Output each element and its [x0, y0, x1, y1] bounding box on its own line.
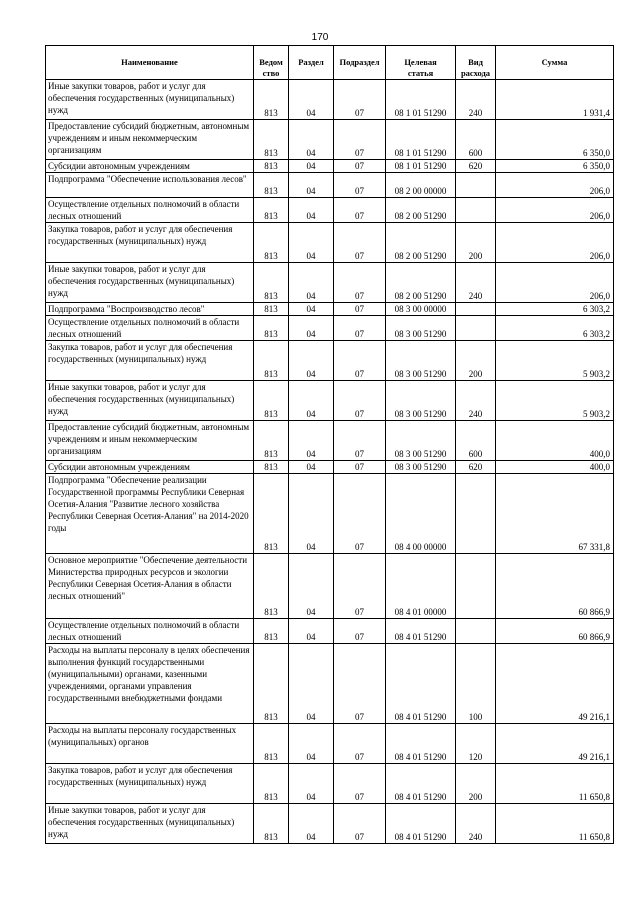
header-razdel: [289, 46, 334, 80]
row-sum: 60 866,9: [496, 619, 614, 644]
row-razdel: 04: [289, 316, 334, 341]
row-podrazdel: 07: [334, 421, 386, 461]
row-target: 08 4 01 51290: [386, 764, 456, 804]
row-name: Основное мероприятие "Обеспечение деятельности Министерства природных ресурсов и экологии Республики Северная Осетия-Алания в области лесных отношений": [46, 554, 254, 619]
row-sum: 5 903,2: [496, 341, 614, 381]
row-name: Расходы на выплаты персоналу в целях обеспечения выполнения функций государственными (муниципальными) органами, казенными учреждениями, органами управления государственными внебюджетными фондами: [46, 644, 254, 724]
row-podrazdel: 07: [334, 724, 386, 764]
row-razdel: 04: [289, 160, 334, 173]
header-podrazdel: [334, 46, 386, 80]
row-target: 08 1 01 51290: [386, 120, 456, 160]
row-vid: 200: [456, 764, 496, 804]
row-podrazdel: 07: [334, 764, 386, 804]
row-ved: 813: [254, 341, 289, 381]
row-razdel: 04: [289, 421, 334, 461]
row-sum: 6 350,0: [496, 120, 614, 160]
row-target: 08 4 01 00000: [386, 554, 456, 619]
row-target: 08 3 00 51290: [386, 316, 456, 341]
header-podrazdel-label: Подраздел: [339, 57, 380, 67]
row-ved: 813: [254, 120, 289, 160]
row-vid: [456, 303, 496, 316]
row-name: Осуществление отдельных полномочий в области лесных отношений: [46, 316, 254, 341]
row-ved: 813: [254, 421, 289, 461]
table-row: [46, 120, 614, 160]
row-target: 08 3 00 51290: [386, 421, 456, 461]
row-sum: 60 866,9: [496, 554, 614, 619]
row-podrazdel: 07: [334, 173, 386, 198]
row-razdel: 04: [289, 644, 334, 724]
table-header: [46, 46, 614, 80]
row-vid: 600: [456, 120, 496, 160]
row-name: Расходы на выплаты персоналу государственных (муниципальных) органов: [46, 724, 254, 764]
row-sum: 206,0: [496, 173, 614, 198]
row-ved: 813: [254, 644, 289, 724]
row-sum: 206,0: [496, 223, 614, 263]
row-name: Иные закупки товаров, работ и услуг для обеспечения государственных (муниципальных) нужд: [46, 263, 254, 303]
row-sum: 67 331,8: [496, 474, 614, 554]
row-ved: 813: [254, 381, 289, 421]
row-name: Закупка товаров, работ и услуг для обеспечения государственных (муниципальных) нужд: [46, 764, 254, 804]
row-name: Осуществление отдельных полномочий в области лесных отношений: [46, 198, 254, 223]
table-row: [46, 303, 614, 316]
table-row: [46, 554, 614, 619]
header-vid: [456, 46, 496, 80]
row-podrazdel: 07: [334, 381, 386, 421]
row-ved: 813: [254, 263, 289, 303]
row-vid: [456, 619, 496, 644]
row-sum: 11 650,8: [496, 764, 614, 804]
row-name: Иные закупки товаров, работ и услуг для обеспечения государственных (муниципальных) нужд: [46, 381, 254, 421]
row-vid: 620: [456, 160, 496, 173]
row-sum: 206,0: [496, 198, 614, 223]
row-ved: 813: [254, 303, 289, 316]
row-ved: 813: [254, 160, 289, 173]
row-name: Субсидии автономным учреждениям: [46, 461, 254, 474]
row-target: 08 3 00 00000: [386, 303, 456, 316]
row-name: Закупка товаров, работ и услуг для обеспечения государственных (муниципальных) нужд: [46, 223, 254, 263]
row-razdel: 04: [289, 173, 334, 198]
row-ved: 813: [254, 804, 289, 844]
row-name: Иные закупки товаров, работ и услуг для обеспечения государственных (муниципальных) нужд: [46, 804, 254, 844]
row-podrazdel: 07: [334, 554, 386, 619]
header-name: [46, 46, 254, 80]
row-razdel: 04: [289, 341, 334, 381]
header-vid-label: Вид расхода: [460, 57, 491, 78]
row-ved: 813: [254, 554, 289, 619]
row-sum: 1 931,4: [496, 80, 614, 120]
header-target-label: Целевая статья: [404, 57, 437, 78]
row-vid: [456, 474, 496, 554]
row-vid: 600: [456, 421, 496, 461]
row-ved: 813: [254, 764, 289, 804]
row-name: Осуществление отдельных полномочий в области лесных отношений: [46, 619, 254, 644]
row-target: 08 1 01 51290: [386, 80, 456, 120]
header-sum-label: Сумма: [541, 57, 568, 67]
row-razdel: 04: [289, 198, 334, 223]
row-podrazdel: 07: [334, 120, 386, 160]
row-ved: 813: [254, 223, 289, 263]
row-target: 08 4 01 51290: [386, 619, 456, 644]
row-razdel: 04: [289, 461, 334, 474]
header-ved-label: Ведом ство: [259, 57, 283, 78]
row-ved: 813: [254, 316, 289, 341]
row-sum: 400,0: [496, 461, 614, 474]
table-body: [46, 80, 614, 844]
row-sum: 6 303,2: [496, 316, 614, 341]
table-row: [46, 341, 614, 381]
row-razdel: 04: [289, 619, 334, 644]
row-podrazdel: 07: [334, 223, 386, 263]
row-podrazdel: 07: [334, 198, 386, 223]
row-sum: 6 303,2: [496, 303, 614, 316]
row-razdel: 04: [289, 381, 334, 421]
row-vid: 200: [456, 341, 496, 381]
table-row: [46, 644, 614, 724]
row-sum: 11 650,8: [496, 804, 614, 844]
row-podrazdel: 07: [334, 316, 386, 341]
row-podrazdel: 07: [334, 474, 386, 554]
row-razdel: 04: [289, 474, 334, 554]
row-target: 08 4 01 51290: [386, 644, 456, 724]
header-sum: [496, 46, 614, 80]
table-row: [46, 619, 614, 644]
row-podrazdel: 07: [334, 263, 386, 303]
row-name: Иные закупки товаров, работ и услуг для обеспечения государственных (муниципальных) нужд: [46, 80, 254, 120]
row-podrazdel: 07: [334, 461, 386, 474]
row-target: 08 3 00 51290: [386, 461, 456, 474]
row-target: 08 4 00 00000: [386, 474, 456, 554]
row-podrazdel: 07: [334, 804, 386, 844]
row-target: 08 4 01 51290: [386, 724, 456, 764]
row-razdel: 04: [289, 120, 334, 160]
table-row: [46, 198, 614, 223]
row-sum: 49 216,1: [496, 724, 614, 764]
row-target: 08 2 00 51290: [386, 198, 456, 223]
row-target: 08 3 00 51290: [386, 381, 456, 421]
table-row: [46, 223, 614, 263]
row-name: Субсидии автономным учреждениям: [46, 160, 254, 173]
row-vid: 100: [456, 644, 496, 724]
row-ved: 813: [254, 461, 289, 474]
row-podrazdel: 07: [334, 160, 386, 173]
row-target: 08 2 00 00000: [386, 173, 456, 198]
table-row: [46, 421, 614, 461]
row-name: Подпрограмма "Обеспечение использования лесов": [46, 173, 254, 198]
row-razdel: 04: [289, 804, 334, 844]
row-podrazdel: 07: [334, 341, 386, 381]
row-vid: [456, 316, 496, 341]
header-target: [386, 46, 456, 80]
row-vid: 240: [456, 804, 496, 844]
row-ved: 813: [254, 173, 289, 198]
table-row: [46, 316, 614, 341]
row-podrazdel: 07: [334, 303, 386, 316]
table-row: [46, 474, 614, 554]
row-target: 08 2 00 51290: [386, 223, 456, 263]
page-number: 170: [311, 32, 329, 43]
row-vid: 200: [456, 223, 496, 263]
row-podrazdel: 07: [334, 80, 386, 120]
row-vid: 240: [456, 80, 496, 120]
row-vid: [456, 198, 496, 223]
row-razdel: 04: [289, 724, 334, 764]
table-row: [46, 764, 614, 804]
row-name: Предоставление субсидий бюджетным, автономным учреждениям и иным некоммерческим организациям: [46, 421, 254, 461]
row-vid: 120: [456, 724, 496, 764]
row-podrazdel: 07: [334, 644, 386, 724]
row-sum: 206,0: [496, 263, 614, 303]
header-row: [46, 46, 614, 80]
row-name: Закупка товаров, работ и услуг для обеспечения государственных (муниципальных) нужд: [46, 341, 254, 381]
row-sum: 400,0: [496, 421, 614, 461]
row-razdel: 04: [289, 223, 334, 263]
row-razdel: 04: [289, 764, 334, 804]
row-razdel: 04: [289, 263, 334, 303]
header-ved: [254, 46, 289, 80]
row-podrazdel: 07: [334, 619, 386, 644]
row-sum: 49 216,1: [496, 644, 614, 724]
row-ved: 813: [254, 198, 289, 223]
row-vid: 240: [456, 263, 496, 303]
row-ved: 813: [254, 724, 289, 764]
row-target: 08 2 00 51290: [386, 263, 456, 303]
budget-table: [45, 45, 614, 844]
row-ved: 813: [254, 80, 289, 120]
table-row: [46, 724, 614, 764]
table-row: [46, 80, 614, 120]
row-ved: 813: [254, 474, 289, 554]
table-row: [46, 263, 614, 303]
row-name: Подпрограмма "Обеспечение реализации Государственной программы Республики Северная Осетия-Алания "Развитие лесного хозяйства Республики Северная Осетия-Алания" на 2014-2020 годы: [46, 474, 254, 554]
header-name-label: Наименование: [121, 57, 178, 67]
table-row: [46, 381, 614, 421]
row-ved: 813: [254, 619, 289, 644]
row-target: 08 3 00 51290: [386, 341, 456, 381]
row-sum: 5 903,2: [496, 381, 614, 421]
table-row: [46, 461, 614, 474]
table-row: [46, 804, 614, 844]
table-row: [46, 173, 614, 198]
row-razdel: 04: [289, 554, 334, 619]
row-sum: 6 350,0: [496, 160, 614, 173]
row-vid: [456, 554, 496, 619]
row-razdel: 04: [289, 80, 334, 120]
row-target: 08 4 01 51290: [386, 804, 456, 844]
row-target: 08 1 01 51290: [386, 160, 456, 173]
row-name: Подпрограмма "Воспроизводство лесов": [46, 303, 254, 316]
row-razdel: 04: [289, 303, 334, 316]
row-vid: 620: [456, 461, 496, 474]
row-vid: [456, 173, 496, 198]
table-row: [46, 160, 614, 173]
header-razdel-label: Раздел: [298, 57, 324, 67]
row-name: Предоставление субсидий бюджетным, автономным учреждениям и иным некоммерческим организациям: [46, 120, 254, 160]
row-vid: 240: [456, 381, 496, 421]
